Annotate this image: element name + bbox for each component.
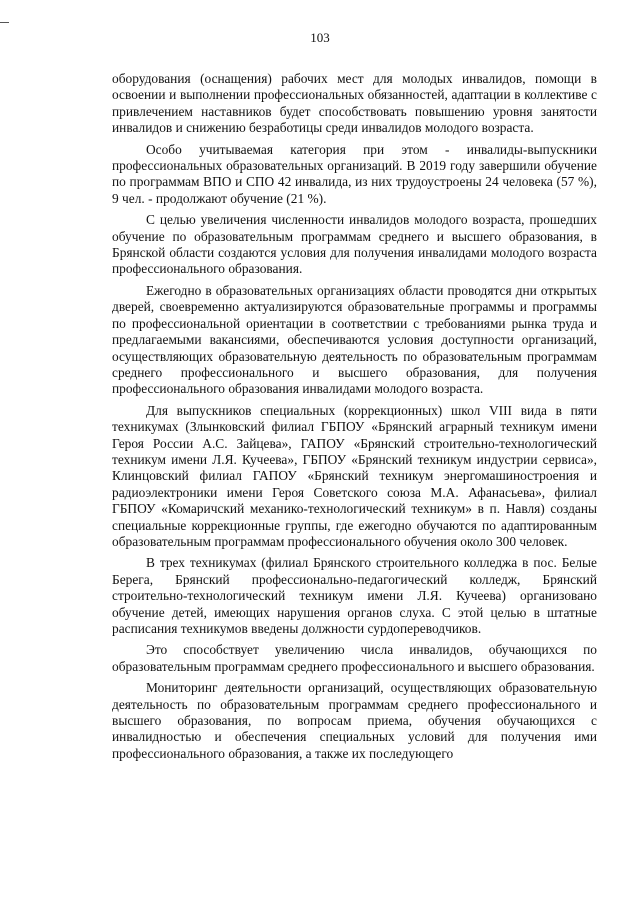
paragraph-contribution: Это способствует увеличению числа инвалидов, обучающихся по образовательным программам среднего профессионального и высшего образования. (112, 642, 597, 674)
paragraph-special-schools: Для выпускников специальных (коррекционных) школ VIII вида в пяти техникумах (Злынковский филиал ГБПОУ «Брянский аграрный техникум имени Героя России А.С. Зайцева», ГАПОУ «Брянский строительно-технологический техникум имени Л.Я. Кучеева», ГБПОУ «Брянский техникум индустрии сервиса», Клинцовский филиал ГАПОУ «Брянский техникум энергомашиностроения и радиоэлектроники имени Героя Советского союза М.А. Афанасьева», филиал ГБПОУ «Комаричский механико-технологический техникум» в п. Навля) созданы специальные коррекционные группы, где ежегодно обучаются по адаптированным образовательным программам профессионального обучения около 300 человек. (112, 402, 597, 549)
page-edge-mark (0, 22, 9, 23)
paragraph-open-days: Ежегодно в образовательных организациях области проводятся дни открытых дверей, своевременно актуализируются образовательные программы и программы по профессиональной ориентации в соответствии с требованиями рынка труда и предлагаемыми вакансиями, обеспечиваются условия доступности организаций, осуществляющих образовательную деятельность по образовательным программам среднего профессионального и высшего образования, для получения профессионального образования инвалидами молодого возраста. (112, 282, 597, 397)
paragraph-hearing-impaired: В трех техникумах (филиал Брянского строительного колледжа в пос. Белые Берега, Брянский профессионально-педагогический колледж, Брянский строительно-технологический техникум имени Л.Я. Кучеева) организовано обучение детей, имеющих нарушения органов слуха. С этой целью в штатные расписания техникумов введены должности сурдопереводчиков. (112, 555, 597, 636)
paragraph-graduates: Особо учитываемая категория при этом - инвалиды-выпускники профессиональных образовательных организаций. В 2019 году завершили обучение по программам ВПО и СПО 42 инвалида, из них трудоустроены 24 человека (57 %), 9 чел. - продолжают обучение (21 %). (112, 141, 597, 206)
paragraph-monitoring: Мониторинг деятельности организаций, осуществляющих образовательную деятельность по образовательным программам среднего профессионального и высшего образования, по вопросам приема, обучения обучающихся с инвалидностью и обеспечения специальных условий для получения ими профессионального образования, а также их последующего (112, 680, 597, 761)
document-body (112, 71, 597, 767)
page-number: 103 (310, 30, 330, 45)
paragraph-continuation: оборудования (оснащения) рабочих мест для молодых инвалидов, помощи в освоении и выполнении профессиональных обязанностей, адаптации в коллективе с привлечением наставников будет способствовать повышению уровня занятости инвалидов и снижению безработицы среди инвалидов молодого возраста. (112, 71, 597, 136)
paragraph-increase-goal: С целью увеличения численности инвалидов молодого возраста, прошедших обучение по образовательным программам среднего и высшего образования, в Брянской области создаются условия для получения инвалидами молодого возраста профессионального образования. (112, 212, 597, 277)
